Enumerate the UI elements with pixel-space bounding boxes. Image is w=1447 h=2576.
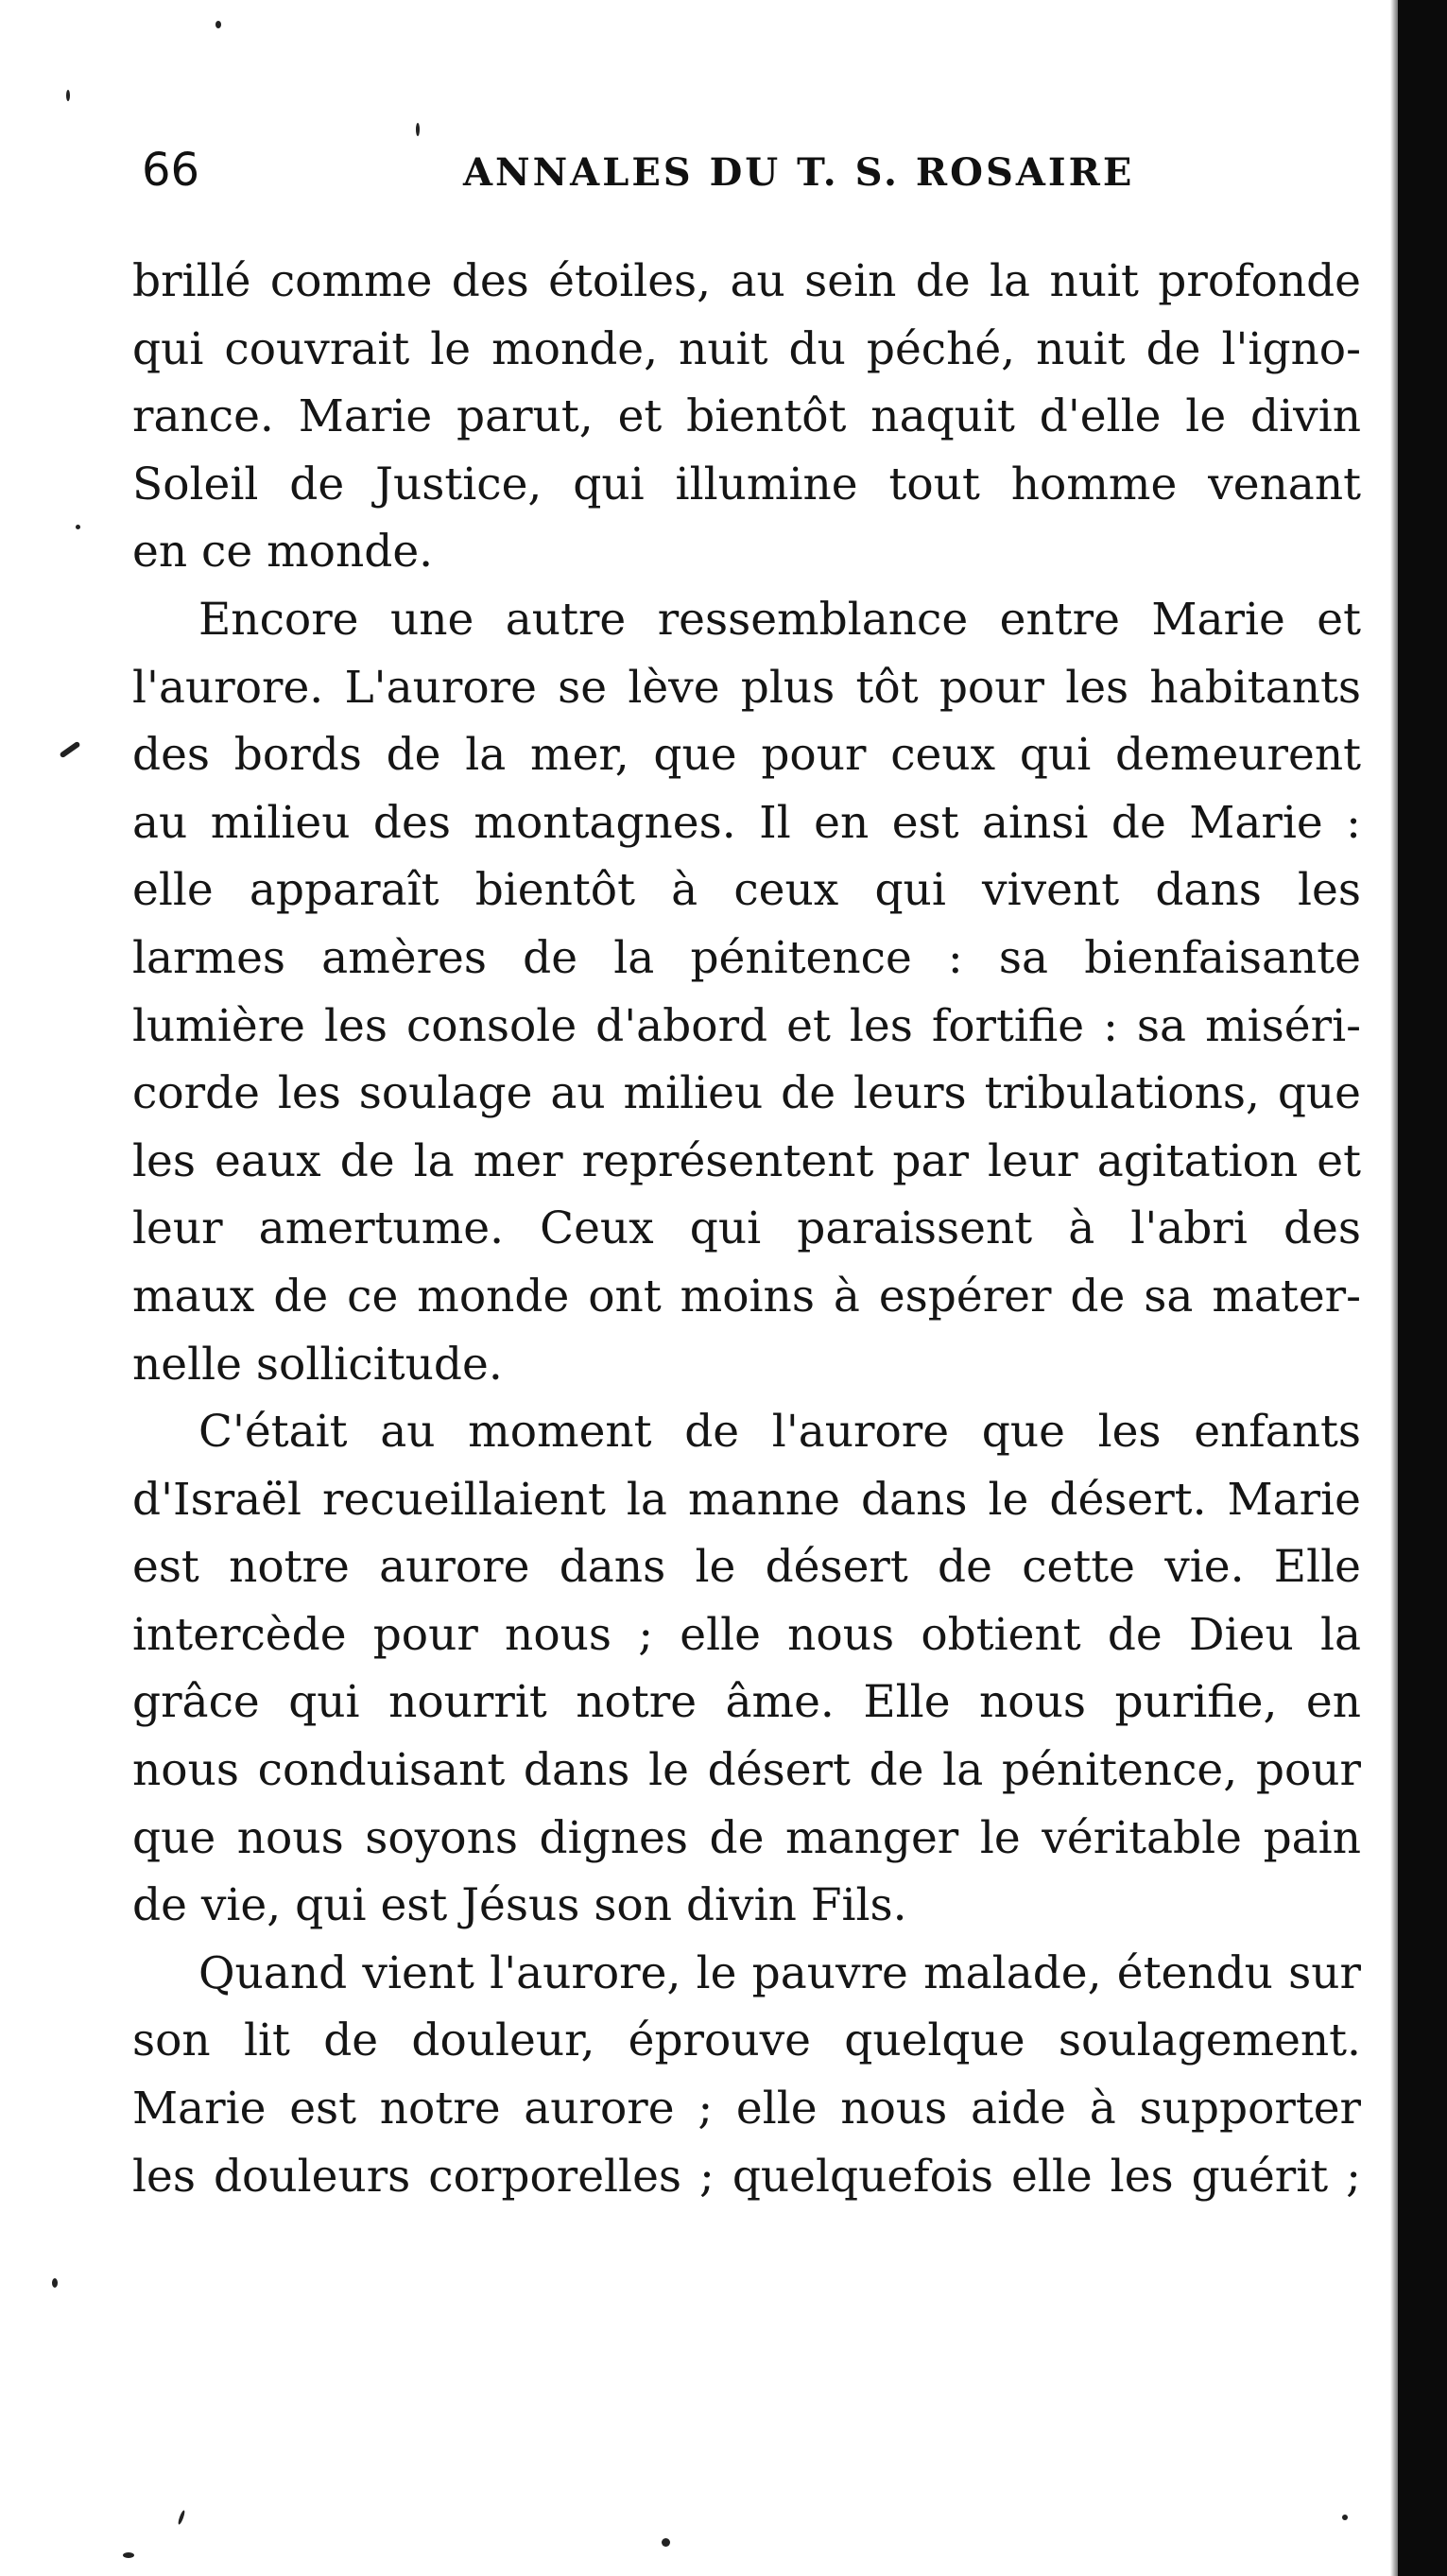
text-line: en ce monde. xyxy=(132,526,434,579)
scan-speck xyxy=(59,741,80,759)
text-line: les eaux de la mer représentent par leur agitation et xyxy=(132,1134,1361,1187)
text-line: nelle sollicitude. xyxy=(132,1338,503,1391)
body-text xyxy=(132,248,1361,2210)
text-line: des bords de la mer, que pour ceux qui demeurent xyxy=(132,729,1361,782)
text-line: qui couvrait le monde, nuit du péché, nuit de l'igno- xyxy=(132,322,1361,375)
scan-edge-shadow xyxy=(1398,0,1447,2576)
text-line: son lit de douleur, éprouve quelque soulagement. xyxy=(132,2014,1361,2067)
text-line: leur amertume. Ceux qui paraissent à l'abri des xyxy=(132,1202,1361,1255)
text-line: au milieu des montagnes. Il en est ainsi de Marie : xyxy=(132,796,1361,849)
text-line: elle apparaît bientôt à ceux qui vivent dans les xyxy=(132,864,1361,917)
running-title: ANNALES DU T. S. ROSAIRE xyxy=(463,150,1135,195)
text-line: que nous soyons dignes de manger le véritable pain xyxy=(132,1811,1361,1864)
text-line: Marie est notre aurore ; elle nous aide à supporter xyxy=(132,2083,1361,2135)
paragraph-start-line: C'était au moment de l'aurore que les enfants xyxy=(198,1406,1361,1459)
text-line: maux de ce monde ont moins à espérer de sa mater- xyxy=(132,1270,1361,1323)
text-line: nous conduisant dans le désert de la pénitence, pour xyxy=(132,1744,1361,1797)
text-line: est notre aurore dans le désert de cette vie. Elle xyxy=(132,1541,1361,1594)
scan-speck xyxy=(52,2278,58,2288)
text-line: grâce qui nourrit notre âme. Elle nous purifie, en xyxy=(132,1676,1361,1729)
paragraph-start-line: Quand vient l'aurore, le pauvre malade, étendu sur xyxy=(198,1946,1361,1999)
text-line: larmes amères de la pénitence : sa bienfaisante xyxy=(132,931,1361,984)
page-number: 66 xyxy=(142,144,200,197)
text-line: les douleurs corporelles ; quelquefois elle les guérit ; xyxy=(132,2150,1361,2203)
text-line: de vie, qui est Jésus son divin Fils. xyxy=(132,1879,907,1932)
text-line: brillé comme des étoiles, au sein de la nuit profonde xyxy=(132,255,1361,307)
scan-speck xyxy=(416,123,420,136)
scan-speck xyxy=(123,2552,134,2558)
text-line: Soleil de Justice, qui illumine tout homme venant xyxy=(132,458,1361,510)
text-line: corde les soulage au milieu de leurs tribulations, que xyxy=(132,1067,1361,1120)
text-line: rance. Marie parut, et bientôt naquit d'elle le divin xyxy=(132,390,1361,443)
scan-speck xyxy=(662,2538,670,2547)
paragraph-start-line: Encore une autre ressemblance entre Marie et xyxy=(198,593,1361,646)
page-header xyxy=(142,142,1361,199)
text-line: intercède pour nous ; elle nous obtient de Dieu la xyxy=(132,1608,1361,1661)
text-line: d'Israël recueillaient la manne dans le désert. Marie xyxy=(132,1473,1361,1526)
scan-speck xyxy=(76,525,80,529)
scan-speck xyxy=(177,2510,185,2525)
text-line: lumière les console d'abord et les fortifie : sa miséri- xyxy=(132,999,1361,1052)
scan-speck xyxy=(215,21,221,28)
text-line: l'aurore. L'aurore se lève plus tôt pour les habitants xyxy=(132,661,1361,714)
scan-speck xyxy=(1342,2515,1348,2520)
scan-speck xyxy=(66,90,70,101)
